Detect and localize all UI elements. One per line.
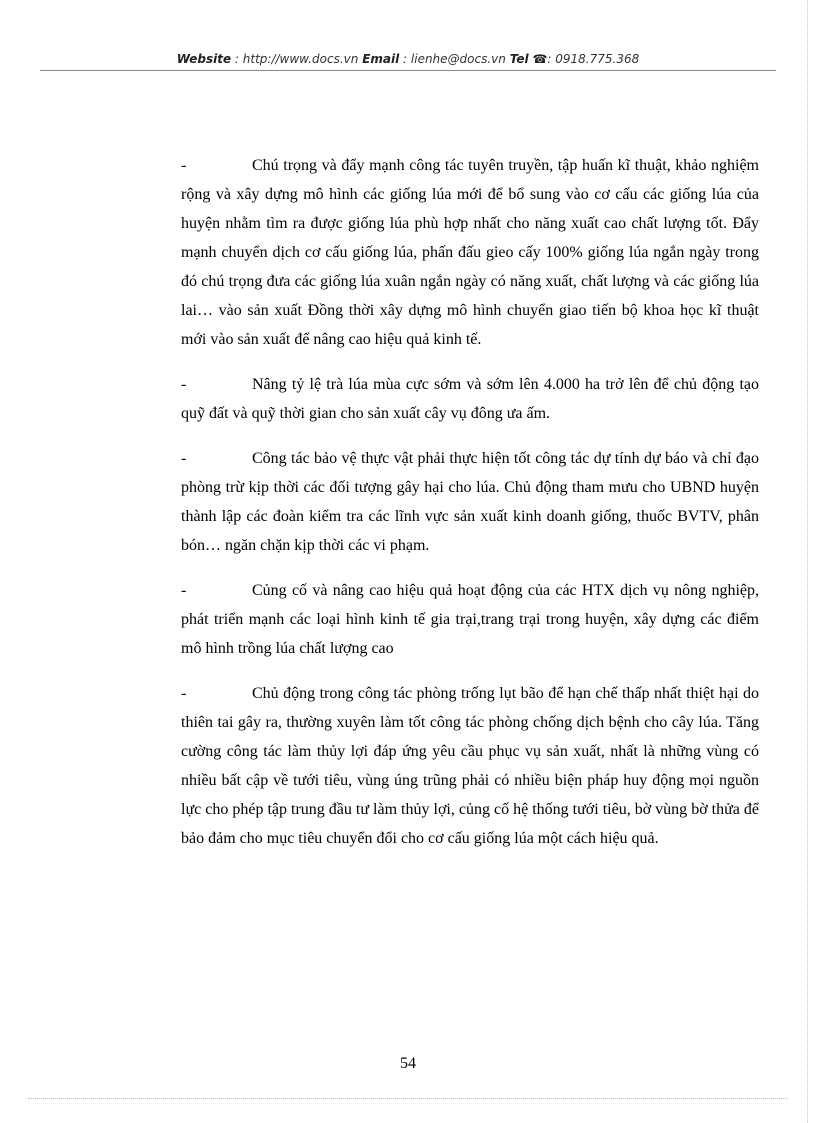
header-divider [40, 70, 776, 71]
bullet-dash: - [181, 582, 187, 599]
website-label: Website [176, 52, 232, 66]
paragraph [181, 370, 759, 428]
bullet-dash: - [181, 450, 187, 467]
paragraph [181, 679, 759, 853]
paragraph [181, 151, 759, 354]
paragraph-text: Củng cố và nâng cao hiệu quả hoạt động của các HTX dịch vụ nông nghiệp, phát triển mạnh các loại hình kinh tế gia trại,trang trại trong huyện, xây dựng các điểm mô hình trồng lúa chất lượng cao [181, 582, 759, 657]
bullet-dash: - [181, 685, 187, 702]
bullet-dash: - [181, 157, 187, 174]
page-side-border [807, 0, 808, 1123]
email-value: : lienhe@docs.vn [403, 52, 506, 66]
tel-label: Tel [509, 52, 529, 66]
bullet-dash: - [181, 376, 187, 393]
tel-value: : 0918.775.368 [547, 52, 640, 66]
paragraph-text: Nâng tỷ lệ trà lúa mùa cực sớm và sớm lên 4.000 ha trở lên để chủ động tạo quỹ đất và quỹ thời gian cho sản xuất cây vụ đông ưa ấm. [181, 376, 759, 422]
document-body [181, 151, 759, 869]
paragraph-text: Chú trọng và đẩy mạnh công tác tuyên truyền, tập huấn kĩ thuật, khảo nghiệm rộng và xây dựng mô hình các giống lúa mới để bổ sung vào cơ cấu các giống lúa của huyện nhằm tìm ra được giống lúa phù hợp nhất cho năng xuất cao chất lượng tốt. Đẩy mạnh chuyển dịch cơ cấu giống lúa, phấn đấu gieo cấy 100% giống lúa ngắn ngày trong đó chú trọng đưa các giống lúa xuân ngắn ngày có năng xuất, chất lượng và các giống lúa lai… vào sản xuất Đồng thời xây dựng mô hình chuyển giao tiến bộ khoa học kĩ thuật mới vào sản xuất để nâng cao hiệu quả kinh tế. [181, 157, 759, 348]
paragraph [181, 576, 759, 663]
page-bottom-border [28, 1098, 788, 1099]
paragraph-text: Chủ động trong công tác phòng trống lụt bão để hạn chế thấp nhất thiệt hại do thiên tai gây ra, thường xuyên làm tốt công tác phòng chống dịch bệnh cho cây lúa. Tăng cường công tác làm thủy lợi đáp ứng yêu cầu phục vụ sản xuất, nhất là những vùng có nhiều bất cập về tưới tiêu, vùng úng trũng phải có nhiều biện pháp huy động mọi nguồn lực cho phép tập trung đầu tư làm thủy lợi, củng cố hệ thống tưới tiêu, bờ vùng bờ thửa để bảo đảm cho mục tiêu chuyển đổi cho cơ cấu giống lúa một cách hiệu quả. [181, 685, 759, 847]
email-label: Email [362, 52, 400, 66]
page-number: 54 [400, 1055, 416, 1072]
page-header [40, 52, 776, 66]
website-value: : http://www.docs.vn [234, 52, 359, 66]
phone-icon: ☎ [532, 52, 548, 66]
paragraph-text: Công tác bảo vệ thực vật phải thực hiện tốt công tác dự tính dự báo và chỉ đạo phòng trừ kịp thời các đối tượng gây hại cho lúa. Chủ động tham mưu cho UBND huyện thành lập các đoàn kiểm tra các lĩnh vực sản xuất kinh doanh giống, thuốc BVTV, phân bón… ngăn chặn kịp thời các vi phạm. [181, 450, 759, 554]
paragraph [181, 444, 759, 560]
